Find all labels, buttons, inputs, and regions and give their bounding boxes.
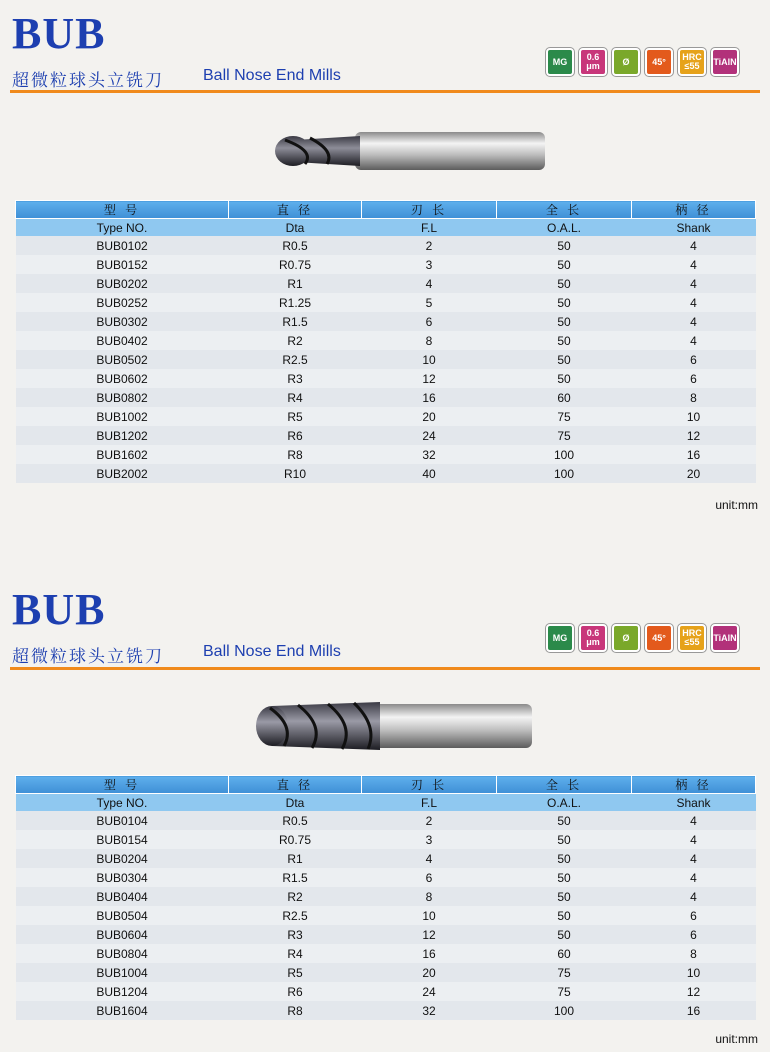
overall-length-cell: 75 xyxy=(497,963,632,982)
brand-title: BUB xyxy=(12,9,106,58)
flute-length-cell: 6 xyxy=(362,312,497,331)
overall-length-cell: 50 xyxy=(497,350,632,369)
type-no-cell: BUB0404 xyxy=(16,887,229,906)
header-diameter-en: Dta xyxy=(229,219,362,237)
mg-grade-icon: MG xyxy=(546,624,574,652)
table-row xyxy=(16,830,756,849)
overall-length-cell: 75 xyxy=(497,426,632,445)
table-row xyxy=(16,887,756,906)
type-no-cell: BUB0802 xyxy=(16,388,229,407)
brand-title: BUB xyxy=(12,585,106,634)
subtitle-chinese: 超微粒球头立铣刀 xyxy=(12,647,164,666)
header-overall-length-en: O.A.L. xyxy=(497,219,632,237)
type-no-cell: BUB0302 xyxy=(16,312,229,331)
overall-length-cell: 50 xyxy=(497,830,632,849)
type-no-cell: BUB0154 xyxy=(16,830,229,849)
overall-length-cell: 50 xyxy=(497,255,632,274)
header-shank-en: Shank xyxy=(632,219,756,237)
feature-badges xyxy=(546,48,739,76)
shank-cell: 4 xyxy=(632,236,756,255)
flute-length-cell: 3 xyxy=(362,255,497,274)
table-row xyxy=(16,906,756,925)
shank-cell: 20 xyxy=(632,464,756,483)
table-row xyxy=(16,293,756,312)
overall-length-cell: 100 xyxy=(497,464,632,483)
table-row xyxy=(16,868,756,887)
table-row xyxy=(16,350,756,369)
flute-length-cell: 24 xyxy=(362,982,497,1001)
shank-cell: 16 xyxy=(632,1001,756,1020)
type-no-cell: BUB0504 xyxy=(16,906,229,925)
diameter-cell: R2 xyxy=(229,331,362,350)
mg-grade-icon: MG xyxy=(546,48,574,76)
flute-length-cell: 32 xyxy=(362,1001,497,1020)
feature-badges xyxy=(546,624,739,652)
shank-cell: 4 xyxy=(632,274,756,293)
overall-length-cell: 50 xyxy=(497,868,632,887)
overall-length-cell: 50 xyxy=(497,236,632,255)
diameter-cell: R0.75 xyxy=(229,255,362,274)
flute-length-cell: 24 xyxy=(362,426,497,445)
type-no-cell: BUB0104 xyxy=(16,811,229,830)
shank-cell: 4 xyxy=(632,331,756,350)
shank-cell: 6 xyxy=(632,369,756,388)
diameter-cell: R1.25 xyxy=(229,293,362,312)
overall-length-cell: 50 xyxy=(497,312,632,331)
shank-cell: 4 xyxy=(632,887,756,906)
shank-cell: 16 xyxy=(632,445,756,464)
flute-length-cell: 16 xyxy=(362,388,497,407)
shank-cell: 4 xyxy=(632,849,756,868)
header-diameter-en: Dta xyxy=(229,794,362,812)
grain-size-icon: 0.6 μm xyxy=(579,48,607,76)
product-section-4-flute xyxy=(0,585,770,1052)
hardness-icon: HRC ≤55 xyxy=(678,624,706,652)
shank-cell: 12 xyxy=(632,426,756,445)
end-mill-image xyxy=(265,126,550,182)
shank-cell: 4 xyxy=(632,255,756,274)
flute-length-cell: 10 xyxy=(362,906,497,925)
shank-cell: 8 xyxy=(632,388,756,407)
overall-length-cell: 50 xyxy=(497,369,632,388)
overall-length-cell: 75 xyxy=(497,407,632,426)
diameter-cell: R5 xyxy=(229,963,362,982)
diameter-cell: R1.5 xyxy=(229,868,362,887)
diameter-cell: R2.5 xyxy=(229,350,362,369)
unit-note: unit:mm xyxy=(715,498,758,512)
shank-cell: 4 xyxy=(632,811,756,830)
diameter-cell: R1 xyxy=(229,849,362,868)
header-overall-length-en: O.A.L. xyxy=(497,794,632,812)
flute-length-cell: 10 xyxy=(362,350,497,369)
coating-icon: TiAlN xyxy=(711,48,739,76)
overall-length-cell: 100 xyxy=(497,1001,632,1020)
overall-length-cell: 75 xyxy=(497,982,632,1001)
header-flute-length-en: F.L xyxy=(362,794,497,812)
shank-cell: 10 xyxy=(632,407,756,426)
table-row xyxy=(16,388,756,407)
table-row xyxy=(16,811,756,830)
shank-cell: 4 xyxy=(632,830,756,849)
table-row xyxy=(16,407,756,426)
header-type-cn: 型 号 xyxy=(16,201,229,219)
table-row xyxy=(16,426,756,445)
diameter-cell: R8 xyxy=(229,1001,362,1020)
end-mill-image xyxy=(250,696,540,758)
overall-length-cell: 100 xyxy=(497,445,632,464)
shank-cell: 6 xyxy=(632,906,756,925)
shank-cell: 10 xyxy=(632,963,756,982)
diameter-cell: R10 xyxy=(229,464,362,483)
table-row xyxy=(16,331,756,350)
diameter-icon: Ø xyxy=(612,624,640,652)
table-row xyxy=(16,982,756,1001)
header-type-en: Type NO. xyxy=(16,219,229,237)
shank-cell: 6 xyxy=(632,350,756,369)
diameter-cell: R1 xyxy=(229,274,362,293)
table-row xyxy=(16,925,756,944)
flute-length-cell: 2 xyxy=(362,811,497,830)
overall-length-cell: 50 xyxy=(497,811,632,830)
flute-length-cell: 20 xyxy=(362,407,497,426)
flute-length-cell: 12 xyxy=(362,925,497,944)
table-row xyxy=(16,944,756,963)
type-no-cell: BUB1602 xyxy=(16,445,229,464)
spec-table xyxy=(15,775,756,1020)
flute-length-cell: 4 xyxy=(362,274,497,293)
type-no-cell: BUB1002 xyxy=(16,407,229,426)
shank-cell: 8 xyxy=(632,944,756,963)
table-row xyxy=(16,963,756,982)
overall-length-cell: 50 xyxy=(497,274,632,293)
diameter-cell: R0.5 xyxy=(229,811,362,830)
type-no-cell: BUB0252 xyxy=(16,293,229,312)
diameter-cell: R4 xyxy=(229,944,362,963)
shank-cell: 12 xyxy=(632,982,756,1001)
overall-length-cell: 50 xyxy=(497,925,632,944)
section-divider xyxy=(10,667,760,670)
type-no-cell: BUB2002 xyxy=(16,464,229,483)
header-overall-length-cn: 全 长 xyxy=(497,201,632,219)
overall-length-cell: 50 xyxy=(497,293,632,312)
type-no-cell: BUB0804 xyxy=(16,944,229,963)
header-shank-cn: 柄 径 xyxy=(632,201,756,219)
shank-cell: 4 xyxy=(632,312,756,331)
diameter-cell: R4 xyxy=(229,388,362,407)
shank-cell: 6 xyxy=(632,925,756,944)
diameter-cell: R6 xyxy=(229,982,362,1001)
diameter-cell: R3 xyxy=(229,925,362,944)
overall-length-cell: 50 xyxy=(497,849,632,868)
overall-length-cell: 50 xyxy=(497,331,632,350)
table-row xyxy=(16,1001,756,1020)
table-row xyxy=(16,445,756,464)
overall-length-cell: 60 xyxy=(497,944,632,963)
grain-size-icon: 0.6 μm xyxy=(579,624,607,652)
diameter-cell: R2 xyxy=(229,887,362,906)
type-no-cell: BUB1004 xyxy=(16,963,229,982)
table-row xyxy=(16,274,756,293)
type-no-cell: BUB0502 xyxy=(16,350,229,369)
subtitle-english: Ball Nose End Mills xyxy=(203,67,341,84)
table-row xyxy=(16,464,756,483)
diameter-cell: R8 xyxy=(229,445,362,464)
table-row xyxy=(16,255,756,274)
diameter-cell: R0.75 xyxy=(229,830,362,849)
header-shank-en: Shank xyxy=(632,794,756,812)
header-shank-cn: 柄 径 xyxy=(632,776,756,794)
diameter-cell: R6 xyxy=(229,426,362,445)
header-type-en: Type NO. xyxy=(16,794,229,812)
type-no-cell: BUB1202 xyxy=(16,426,229,445)
flute-length-cell: 8 xyxy=(362,331,497,350)
diameter-icon: Ø xyxy=(612,48,640,76)
flute-length-cell: 16 xyxy=(362,944,497,963)
flute-length-cell: 3 xyxy=(362,830,497,849)
helix-angle-icon: 45° xyxy=(645,48,673,76)
diameter-cell: R2.5 xyxy=(229,906,362,925)
shank-cell: 4 xyxy=(632,868,756,887)
type-no-cell: BUB0202 xyxy=(16,274,229,293)
subtitle-chinese: 超微粒球头立铣刀 xyxy=(12,71,164,90)
unit-note: unit:mm xyxy=(715,1032,758,1046)
type-no-cell: BUB0602 xyxy=(16,369,229,388)
flute-length-cell: 12 xyxy=(362,369,497,388)
flute-length-cell: 8 xyxy=(362,887,497,906)
hardness-icon: HRC ≤55 xyxy=(678,48,706,76)
spec-table xyxy=(15,200,756,483)
type-no-cell: BUB1204 xyxy=(16,982,229,1001)
table-row xyxy=(16,369,756,388)
type-no-cell: BUB0604 xyxy=(16,925,229,944)
diameter-cell: R1.5 xyxy=(229,312,362,331)
diameter-cell: R0.5 xyxy=(229,236,362,255)
table-row xyxy=(16,312,756,331)
flute-length-cell: 6 xyxy=(362,868,497,887)
flute-length-cell: 40 xyxy=(362,464,497,483)
header-overall-length-cn: 全 长 xyxy=(497,776,632,794)
overall-length-cell: 50 xyxy=(497,906,632,925)
flute-length-cell: 5 xyxy=(362,293,497,312)
overall-length-cell: 50 xyxy=(497,887,632,906)
header-flute-length-cn: 刃 长 xyxy=(362,201,497,219)
shank-cell: 4 xyxy=(632,293,756,312)
flute-length-cell: 32 xyxy=(362,445,497,464)
product-section-2-flute xyxy=(0,9,770,522)
type-no-cell: BUB0152 xyxy=(16,255,229,274)
header-diameter-cn: 直 径 xyxy=(229,201,362,219)
header-type-cn: 型 号 xyxy=(16,776,229,794)
subtitle-english: Ball Nose End Mills xyxy=(203,643,341,660)
table-row xyxy=(16,236,756,255)
table-row xyxy=(16,849,756,868)
section-divider xyxy=(10,90,760,93)
diameter-cell: R5 xyxy=(229,407,362,426)
type-no-cell: BUB0402 xyxy=(16,331,229,350)
overall-length-cell: 60 xyxy=(497,388,632,407)
flute-length-cell: 2 xyxy=(362,236,497,255)
flute-length-cell: 4 xyxy=(362,849,497,868)
type-no-cell: BUB0204 xyxy=(16,849,229,868)
diameter-cell: R3 xyxy=(229,369,362,388)
type-no-cell: BUB0304 xyxy=(16,868,229,887)
header-flute-length-cn: 刃 长 xyxy=(362,776,497,794)
coating-icon: TiAlN xyxy=(711,624,739,652)
flute-length-cell: 20 xyxy=(362,963,497,982)
header-flute-length-en: F.L xyxy=(362,219,497,237)
type-no-cell: BUB1604 xyxy=(16,1001,229,1020)
helix-angle-icon: 45° xyxy=(645,624,673,652)
header-diameter-cn: 直 径 xyxy=(229,776,362,794)
type-no-cell: BUB0102 xyxy=(16,236,229,255)
